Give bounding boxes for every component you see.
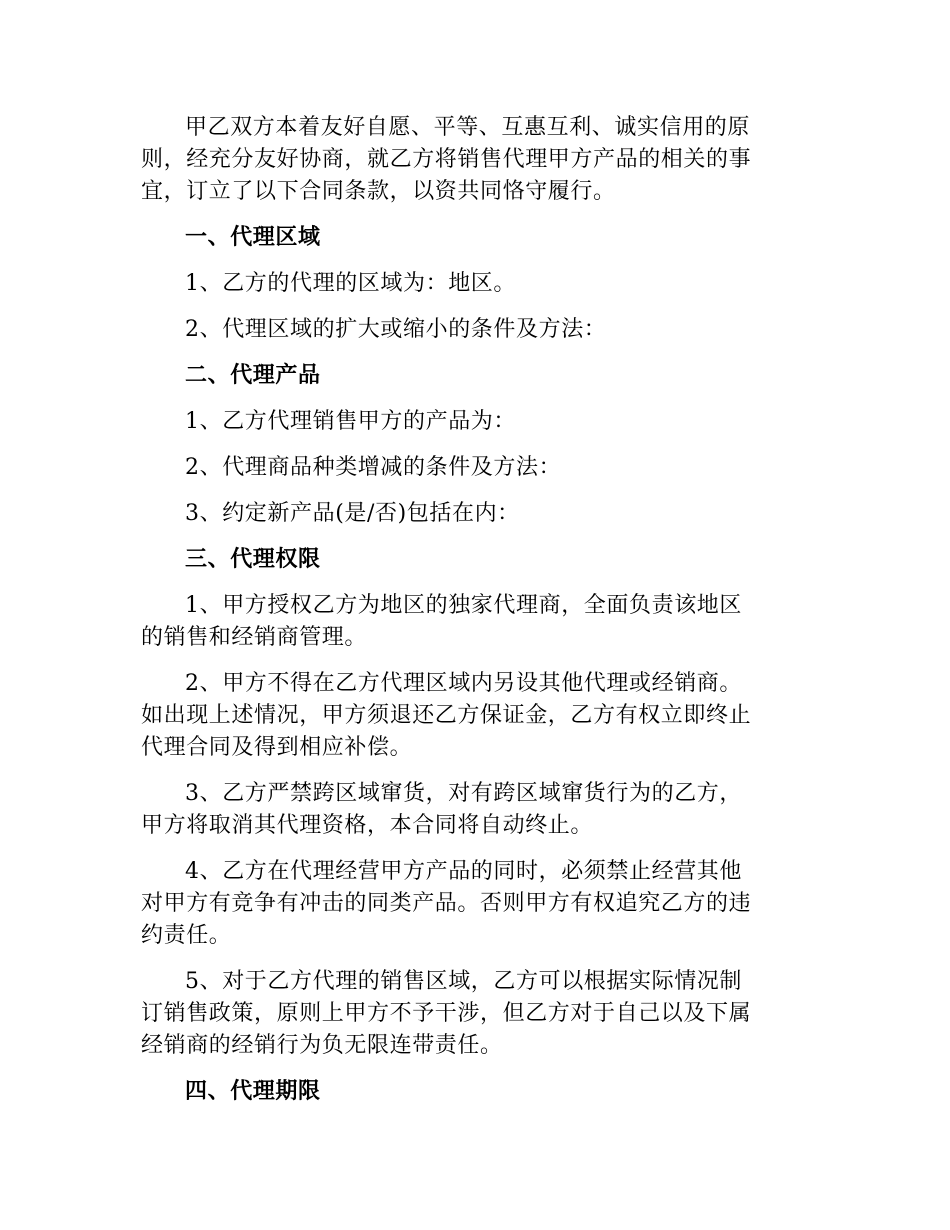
text-line: 5、对于乙方代理的销售区域，乙方可以根据实际情况制 xyxy=(185,969,742,994)
text-line: 甲乙双方本着友好自愿、平等、互惠互利、诚实信用的原 xyxy=(185,115,751,140)
clause-2-1: 1、乙方代理销售甲方的产品为： xyxy=(185,409,516,434)
text-line: 2、甲方不得在乙方代理区域内另设其他代理或经销商。 xyxy=(185,671,742,696)
text-line: 经销商的经销行为负无限连带责任。 xyxy=(141,1033,503,1058)
section-heading-agency-term: 四、代理期限 xyxy=(185,1079,321,1104)
text-line: 3、乙方严禁跨区域窜货，对有跨区域窜货行为的乙方， xyxy=(185,781,742,806)
text-line: 约责任。 xyxy=(141,923,232,948)
text-line: 宜，订立了以下合同条款，以资共同恪守履行。 xyxy=(141,179,616,204)
text-line: 代理合同及得到相应补偿。 xyxy=(141,735,413,760)
text-line: 1、甲方授权乙方为地区的独家代理商，全面负责该地区 xyxy=(185,593,742,618)
clause-3-1 xyxy=(141,590,813,654)
clause-1-1: 1、乙方的代理的区域为：地区。 xyxy=(185,271,516,296)
text-line: 甲方将取消其代理资格，本合同将自动终止。 xyxy=(141,813,594,838)
clause-3-5 xyxy=(141,966,813,1062)
text-line: 4、乙方在代理经营甲方产品的同时，必须禁止经营其他 xyxy=(185,859,742,884)
intro-paragraph xyxy=(141,112,813,208)
clause-2-2: 2、代理商品种类增减的条件及方法： xyxy=(185,455,562,480)
text-line: 则，经充分友好协商，就乙方将销售代理甲方产品的相关的事 xyxy=(141,147,752,172)
document-page xyxy=(141,112,813,1122)
clause-2-3: 3、约定新产品(是/否)包括在内： xyxy=(185,501,520,526)
clause-3-4 xyxy=(141,856,813,952)
text-line: 如出现上述情况，甲方须退还乙方保证金，乙方有权立即终止 xyxy=(141,703,752,728)
text-line: 的销售和经销商管理。 xyxy=(141,625,368,650)
clause-3-2 xyxy=(141,668,813,764)
clause-1-2: 2、代理区域的扩大或缩小的条件及方法： xyxy=(185,317,607,342)
clause-3-3 xyxy=(141,778,813,842)
text-line: 对甲方有竞争有冲击的同类产品。否则甲方有权追究乙方的违 xyxy=(141,891,752,916)
text-line: 订销售政策，原则上甲方不予干涉，但乙方对于自己以及下属 xyxy=(141,1001,752,1026)
section-heading-agency-region: 一、代理区域 xyxy=(185,225,321,250)
section-heading-agency-products: 二、代理产品 xyxy=(185,363,321,388)
section-heading-agency-authority: 三、代理权限 xyxy=(185,547,321,572)
